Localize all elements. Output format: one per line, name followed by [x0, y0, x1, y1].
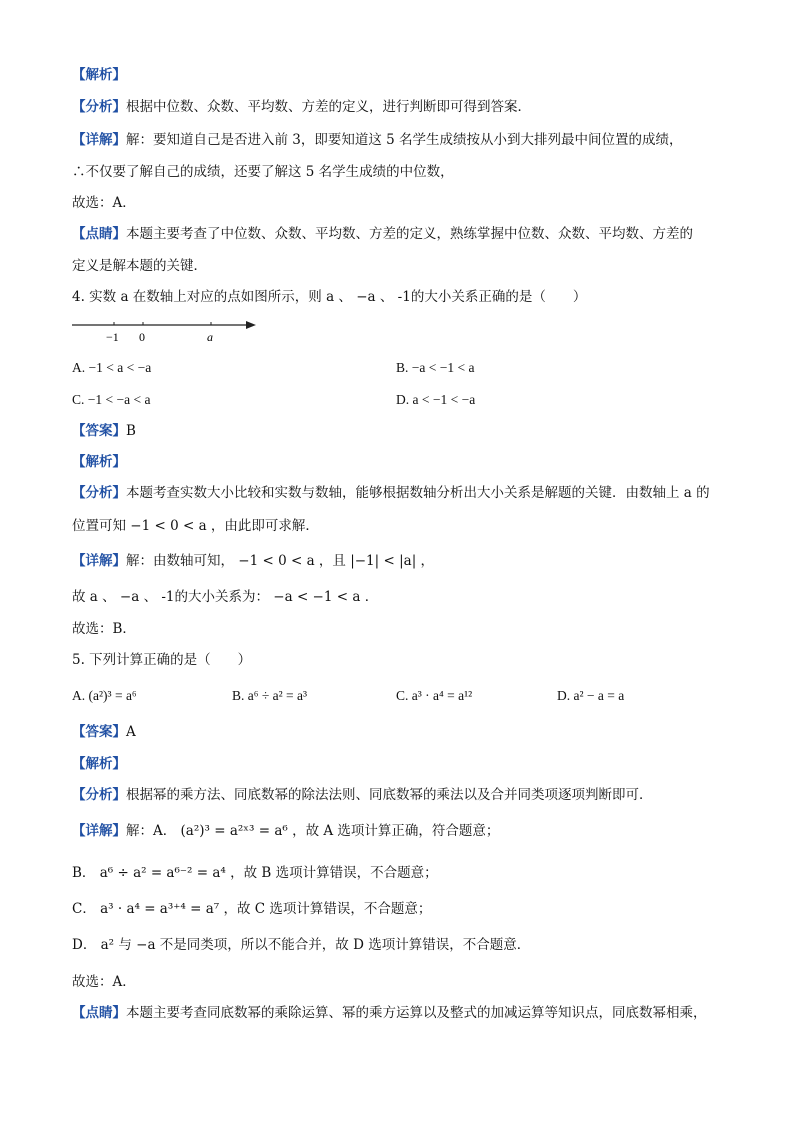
- q4-option-b: B. −a < −1 < a: [396, 360, 475, 375]
- q4-option-a: A. −1 < a < −a: [72, 360, 152, 375]
- q4-stem: 4. 实数 a 在数轴上对应的点如图所示，则 a 、 −a 、 -1的大小关系正确的是（ ）: [72, 289, 587, 305]
- q5-analysis-text: 根据幂的乘方法、同底数幂的除法法则、同底数幂的乘法以及合并同类项逐项判断即可．: [126, 787, 653, 803]
- q5-detail-line-4: D． a² 与 −a 不是同类项，所以不能合并，故 D 选项计算错误，不合题意．: [72, 937, 531, 953]
- label-a: a: [207, 330, 213, 344]
- remark-line-2: 定义是解本题的关键．: [72, 258, 207, 274]
- q4-analysis-tag: 【分析】: [72, 485, 126, 501]
- q4-answer-line: [72, 422, 136, 440]
- analysis-tag: 【分析】: [72, 99, 126, 115]
- q5-answer-line: [72, 723, 136, 741]
- remark-tag: 【点睛】: [72, 226, 126, 242]
- detail-line-1: [72, 131, 683, 149]
- q4-answer-tag: 【答案】: [72, 423, 126, 439]
- q5-detail-line-3: C． a³ · a⁴ = a³⁺⁴ = a⁷ ，故 C 选项计算错误，不合题意；: [72, 901, 432, 917]
- q5-choice-line: 故选：A．: [72, 974, 136, 990]
- q5-stem: 5. 下列计算正确的是（ ）: [72, 652, 252, 668]
- q4-option-c: C. −1 < −a < a: [72, 392, 151, 407]
- q4-analysis-text-1: 本题考查实数大小比较和实数与数轴，能够根据数轴分析出大小关系是解题的关键．由数轴上 a 的: [126, 485, 710, 501]
- remark-line-1: [72, 225, 693, 243]
- q4-detail-tag: 【详解】: [72, 553, 126, 569]
- q5-detail-line-1: [72, 822, 499, 840]
- q5-analysis-tag: 【分析】: [72, 787, 126, 803]
- label-zero: 0: [139, 330, 145, 344]
- q4-analysis-line-1: [72, 484, 710, 502]
- q4-detail-text-1: 解：由数轴可知， −1 < 0 < a ，且 |−1| < |a| ，: [126, 553, 435, 569]
- q5-detail-line-2: B． a⁶ ÷ a² = a⁶⁻² = a⁴ ，故 B 选项计算错误，不合题意；: [72, 865, 438, 881]
- detail-line-2: ∴不仅要了解自己的成绩，还要了解这 5 名学生成绩的中位数，: [72, 164, 454, 180]
- q5-remark-tag: 【点睛】: [72, 1005, 126, 1021]
- q4-option-d: D. a < −1 < −a: [396, 392, 476, 407]
- q5-answer-tag: 【答案】: [72, 724, 126, 740]
- q5-option-d: D. a² − a = a: [557, 688, 625, 703]
- q5-option-c: C. a³ · a⁴ = a¹²: [396, 688, 473, 703]
- q4-analysis-line-2: 位置可知 −1 < 0 < a ，由此即可求解．: [72, 518, 319, 534]
- q4-detail-line-2: 故 a 、 −a 、 -1的大小关系为： −a < −1 < a ．: [72, 589, 379, 605]
- q5-remark-line: [72, 1004, 707, 1022]
- q5-analysis-line: [72, 786, 653, 804]
- detail-text-1: 解：要知道自己是否进入前 3，即要知道这 5 名学生成绩按从小到大排列最中间位置的成绩，: [126, 132, 683, 148]
- remark-text-1: 本题主要考查了中位数、众数、平均数、方差的定义，熟练掌握中位数、众数、平均数、方差的: [126, 226, 693, 242]
- number-line-figure: [70, 316, 260, 346]
- q5-detail-tag: 【详解】: [72, 823, 126, 839]
- jiexi-heading: 【解析】: [72, 67, 126, 83]
- label-minus-one: −1: [106, 330, 119, 344]
- q5-option-a: A. (a²)³ = a⁶: [72, 688, 137, 703]
- q4-choice-line: 故选：B．: [72, 621, 136, 637]
- q5-answer: A: [126, 724, 136, 740]
- q4-answer: B: [126, 423, 136, 439]
- q5-detail-text-1: 解：A． (a²)³ = a²ˣ³ = a⁶ ，故 A 选项计算正确，符合题意；: [126, 823, 500, 839]
- q5-option-b: B. a⁶ ÷ a² = a³: [232, 688, 308, 703]
- analysis-text: 根据中位数、众数、平均数、方差的定义，进行判断即可得到答案．: [126, 99, 531, 115]
- q5-jiexi-heading: 【解析】: [72, 756, 126, 772]
- q4-jiexi-heading: 【解析】: [72, 454, 126, 470]
- q5-remark-text: 本题主要考查同底数幂的乘除运算、幂的乘方运算以及整式的加减运算等知识点，同底数幂相乘，: [126, 1005, 707, 1021]
- choice-line: 故选：A．: [72, 195, 136, 211]
- detail-tag: 【详解】: [72, 132, 126, 148]
- q4-detail-line-1: [72, 552, 434, 570]
- arrow-head-icon: [246, 321, 256, 329]
- analysis-line: [72, 98, 531, 116]
